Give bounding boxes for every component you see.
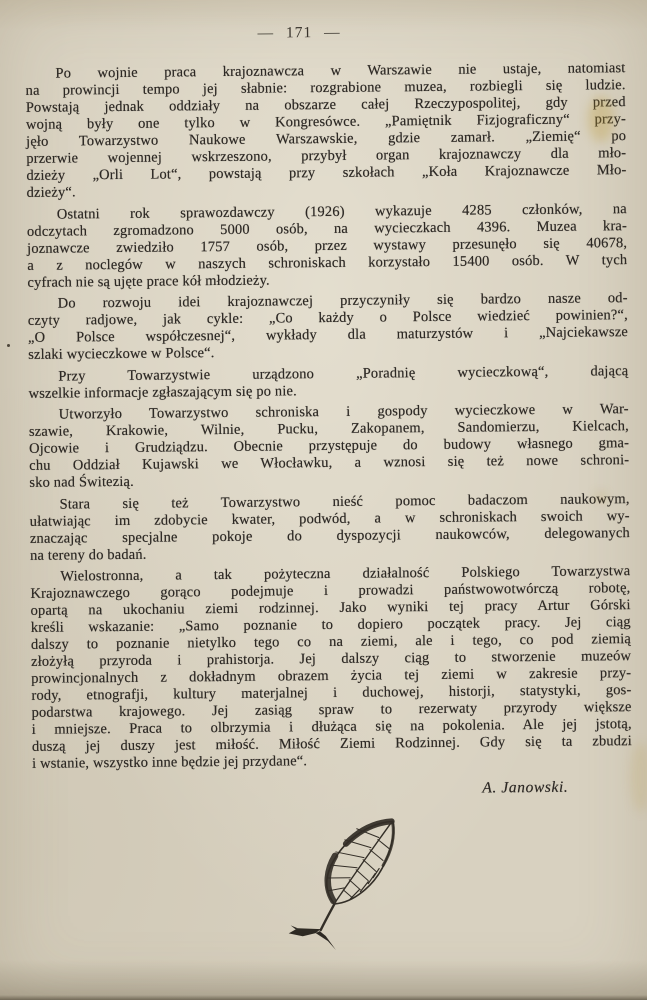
page-content [25, 21, 632, 802]
text-line: chu Oddział Kujawski we Włocławku, a wznosi się też nowe schroni- [29, 452, 630, 474]
text-line: dzieży „Orli Lot“, powstają przy szkołach „Koła Krajoznawcze Mło- [26, 162, 627, 184]
text-line: odczytach zgromadzono 5000 osób, na wycieczkach 4396. Muzea kra- [26, 217, 628, 240]
leaf-illustration [275, 813, 437, 980]
text-line: Do rozwoju idei krajoznawczej przyczyniły się bardzo nasze od- [57, 290, 628, 312]
page-number: — 171 — [257, 23, 341, 42]
text-line: przerwie wojennej wskrzeszono, przybył organ krajoznawczy dla mło- [26, 145, 627, 167]
text-line: cyfrach nie są ujęte prace kół młodzieży. [27, 272, 270, 291]
text-line: a z noclegów w naszych schroniskach korzystało 15400 osób. W tych [27, 251, 628, 274]
text-line: rody, etnografji, kultury materjalnej i duchowej, historji, statystyki, gos- [31, 682, 632, 704]
author-signature: A. Janowski. [482, 778, 569, 797]
text-line: Stara się też Towarzystwo nieść pomoc badaczom naukowym, [59, 490, 630, 513]
text-line: sko nad Świtezią. [29, 473, 134, 491]
text-line: dalszy to poznanie nietylko tego co na ziemi, ale i tego, co pod ziemią [30, 631, 631, 653]
text-line: Wielostronna, a tak pożyteczna działalność Polskiego Towarzystwa [60, 563, 631, 585]
text-line: Ojcowie i Grudziądzu. Obecnie przystępuje do budowy własnego gma- [28, 435, 630, 457]
text-line: znaczając specjalne pokoje do dyspozycji naukowców, delegowanych [29, 524, 630, 547]
text-line: Po wojnie praca krajoznawcza w Warszawie nie ustaje, natomiast [55, 60, 626, 82]
text-line: i wstanie, wszystko inne będzie jej przydane“. [32, 753, 308, 772]
text-line: kreśli wskazanie: „Samo poznanie to dopiero początek pracy. Jej ciąg [30, 614, 631, 636]
text-line: podarstwa krajowego. Jej zasiąg spraw to rezerwaty przyrody większe [31, 699, 632, 721]
text-line: ułatwiając im zdobycie kwater, podwód, a w schroniskach swoich wy- [29, 507, 630, 530]
text-line: opartą na ukochaniu ziemi rodzinnej. Jako wyniki tej pracy Artur Górski [30, 597, 631, 619]
text-line: Krajoznawczego gorąco podejmuje i prowadzi państwowotwórczą robotę, [30, 580, 631, 602]
text-line: „O Polsce współczesnej“, wykłady dla maturzystów i „Najciekawsze [27, 324, 629, 346]
ink-speck [7, 344, 10, 347]
text-line: joznawcze zwiedziło 1757 osób, przez wystawy przesunęło się 40678, [27, 234, 628, 257]
text-line: czyty radjowe, jak cykle: „Co każdy o Polsce wiedzieć powinien?“, [27, 307, 628, 329]
body-text [25, 60, 632, 773]
text-line: duszą jej duszy jest miłość. Miłość Ziemi Rodzinnej. Gdy się ta zbudzi [31, 733, 632, 755]
text-line: Powstają jednak oddziały na obszarze całej Rzeczypospolitej, gdy przed [25, 94, 626, 116]
text-line: dzieży“. [26, 184, 76, 201]
page-bottom-edge-shadow [0, 995, 647, 1000]
text-line: złożyłą przyroda i prahistorja. Jej dalszy ciąg to stworzenie muzeów [31, 648, 632, 670]
text-line: Utworzyło Towarzystwo schroniska i gospody wycieczkowe w War- [58, 401, 629, 423]
text-line: wszelkie informacje zgłaszającym się po nie. [28, 382, 297, 402]
text-line: Ostatni rok sprawozdawczy (1926) wykazuje 4285 członków, na [56, 200, 627, 223]
paper-stain [630, 742, 647, 812]
text-line: jęło Towarzystwo Naukowe Warszawskie, gdzie zamarł. „Ziemię“ po [26, 128, 627, 150]
text-line: Przy Towarzystwie urządzono „Poradnię wycieczkową“, dającą [58, 362, 629, 385]
text-line: wojną były one tylko w Kongresówce. „Pamiętnik Fizjograficzny“ przy- [25, 111, 627, 133]
text-line: szlaki wycieczkowe w Polsce“. [28, 345, 215, 363]
text-line: szawie, Krakowie, Wilnie, Pucku, Zakopanem, Sandomierzu, Kielcach, [28, 418, 629, 440]
text-line: prowincjonalnych z dokładnym obrazem życia tej ziemi w zakresie przy- [31, 665, 632, 687]
text-line: na tereny do badań. [30, 546, 147, 564]
text-line: na prowincji tempo jej słabnie: rozgrabione muzea, rozbiegli się ludzie. [25, 77, 626, 99]
text-line: i mniejsze. Praca to olbrzymia i dłużąca się na pokolenia. Ale jej jstotą, [31, 716, 632, 738]
